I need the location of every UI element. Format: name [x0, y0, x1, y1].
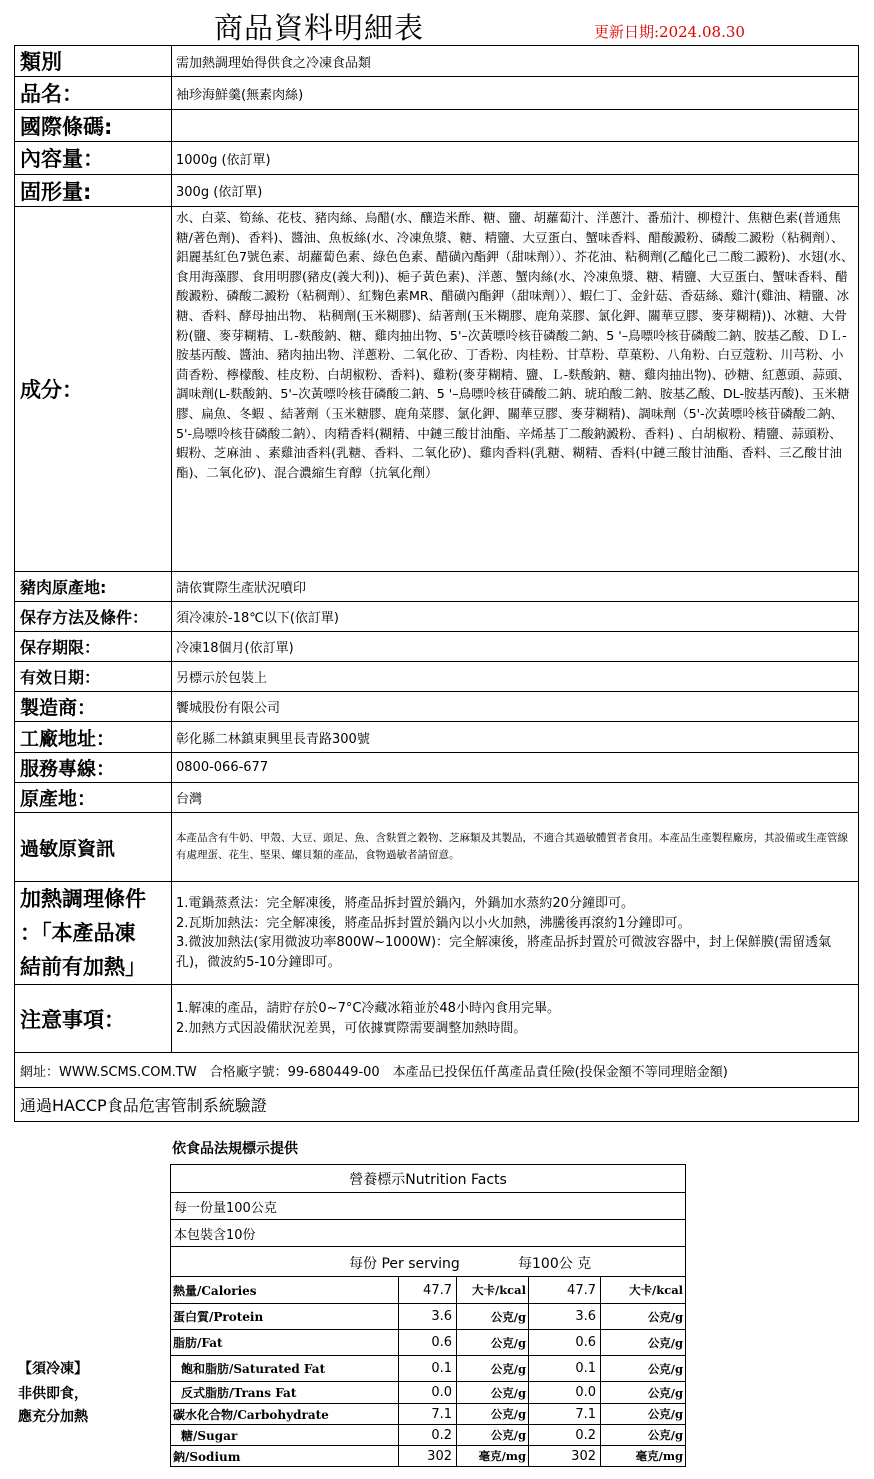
notes-line: 2.加熱方式因設備狀況差異，可依據實際需要調整加熱時間。 [176, 1020, 527, 1036]
heating-label-line: ：「本產品凍 [20, 921, 136, 945]
nutrition-row [171, 1330, 686, 1356]
nutrient-name: 糖/Sugar [171, 1425, 399, 1446]
shelf-life-value: 冷凍18個月(依訂單) [172, 632, 859, 662]
value-per-100g: 7.1 [529, 1404, 601, 1425]
row-haccp [15, 1088, 859, 1122]
nutrition-row [171, 1425, 686, 1446]
unit-per-100g: 公克/g [601, 1304, 686, 1330]
row-barcode [15, 110, 859, 142]
value-per-serving: 7.1 [399, 1404, 457, 1425]
service-line-label: 服務專線： [15, 753, 172, 783]
product-name-label: 品名： [15, 77, 172, 110]
net-content-label: 內容量： [15, 142, 172, 175]
unit-per-100g: 公克/g [601, 1404, 686, 1425]
value-per-100g: 0.6 [529, 1330, 601, 1356]
value-per-serving: 0.6 [399, 1330, 457, 1356]
value-per-serving: 0.1 [399, 1356, 457, 1382]
nutrient-name: 熱量/Calories [171, 1277, 399, 1304]
nutrition-title-row [171, 1165, 686, 1193]
serving-size: 每一份量100公克 [171, 1193, 686, 1220]
nutrient-name: 飽和脂肪/Saturated Fat [171, 1356, 399, 1382]
heating-line: 3.微波加熱法(家用微波功率800W~1000W)：完全解凍後，將產品拆封置於可微波容器中，封上保鮮膜(需留透氣孔)，微波約5-10分鐘即可。 [176, 935, 832, 970]
value-per-serving: 47.7 [399, 1277, 457, 1304]
category-value: 需加熱調理始得供食之冷凍食品類 [172, 46, 859, 77]
storage-value: 須冷凍於-18℃以下(依訂單) [172, 602, 859, 632]
pork-origin-value: 請依實際生產狀況噴印 [172, 572, 859, 602]
manufacturer-label: 製造商： [15, 692, 172, 722]
allergen-label: 過敏原資訊 [15, 813, 172, 882]
heating-label [15, 882, 172, 985]
unit-per-serving: 公克/g [457, 1304, 529, 1330]
servings-per-package: 本包裝含10份 [171, 1220, 686, 1247]
nutrition-title: 營養標示Nutrition Facts [171, 1165, 686, 1193]
side-note-heat: 應充分加熱 [18, 1409, 88, 1425]
page-title: 商品資料明細表 [214, 11, 425, 45]
notes-line: 1.解凍的產品，請貯存於0~7°C冷藏冰箱並於48小時內食用完畢。 [176, 1001, 560, 1016]
serving-size-row [171, 1193, 686, 1220]
nutrition-row [171, 1304, 686, 1330]
value-per-100g: 0.1 [529, 1356, 601, 1382]
product-info-table [14, 45, 859, 1122]
servings-row [171, 1220, 686, 1247]
heating-label-line: 加熱調理條件 [20, 887, 146, 911]
unit-per-serving: 大卡/kcal [457, 1277, 529, 1304]
pork-origin-label: 豬肉原產地: [15, 572, 172, 602]
unit-per-serving: 公克/g [457, 1425, 529, 1446]
unit-per-100g: 公克/g [601, 1382, 686, 1404]
row-service-line [15, 753, 859, 783]
nutrient-name: 鈉/Sodium [171, 1446, 399, 1467]
nutrition-row [171, 1277, 686, 1304]
nutrition-row [171, 1356, 686, 1382]
col-per-100g: 每100公 克 [518, 1256, 592, 1272]
notes-label: 注意事項： [15, 985, 172, 1053]
value-per-100g: 0.2 [529, 1425, 601, 1446]
law-note: 依食品法規標示提供 [172, 1141, 298, 1157]
unit-per-100g: 大卡/kcal [601, 1277, 686, 1304]
service-line-value: 0800-066-677 [172, 753, 859, 783]
product-name-value: 袖珍海鮮羹(無素肉絲) [172, 77, 859, 110]
solid-content-label: 固形量: [15, 175, 172, 207]
expiry-value: 另標示於包裝上 [172, 662, 859, 692]
nutrition-row [171, 1404, 686, 1425]
row-storage [15, 602, 859, 632]
shelf-life-label: 保存期限： [15, 632, 172, 662]
row-origin [15, 783, 859, 813]
row-shelf-life [15, 632, 859, 662]
unit-per-serving: 公克/g [457, 1330, 529, 1356]
row-heating [15, 882, 859, 985]
row-product-name [15, 77, 859, 110]
storage-label: 保存方法及條件： [15, 602, 172, 632]
row-notes [15, 985, 859, 1053]
solid-content-value: 300g (依訂單) [172, 175, 859, 207]
row-factory-address [15, 722, 859, 753]
row-category [15, 46, 859, 77]
side-note-not-ready: 非供即食， [18, 1386, 88, 1402]
heating-label-line: 結前有加熱」 [20, 955, 146, 979]
row-pork-origin [15, 572, 859, 602]
origin-label: 原產地： [15, 783, 172, 813]
allergen-value: 本產品含有牛奶、甲殼、大豆、頭足、魚、含麩質之穀物、芝麻類及其製品，不適合其過敏體質者食用。本產品生產製程廠房，其設備或生產管線有處理蛋、花生、堅果、螺貝類的產品，食物過敏者請留意。 [172, 813, 859, 882]
value-per-100g: 0.0 [529, 1382, 601, 1404]
barcode-value [172, 110, 859, 142]
row-allergen [15, 813, 859, 882]
unit-per-100g: 公克/g [601, 1330, 686, 1356]
heating-line: 1.電鍋蒸煮法：完全解凍後，將產品拆封置於鍋內，外鍋加水蒸約20分鐘即可。 [176, 896, 634, 911]
value-per-serving: 3.6 [399, 1304, 457, 1330]
updated-date: 更新日期:2024.08.30 [594, 23, 745, 41]
unit-per-100g: 毫克/mg [601, 1446, 686, 1467]
ingredients-label: 成分： [15, 207, 172, 572]
value-per-100g: 47.7 [529, 1277, 601, 1304]
value-per-100g: 3.6 [529, 1304, 601, 1330]
unit-per-100g: 公克/g [601, 1356, 686, 1382]
category-label: 類別 [15, 46, 172, 77]
value-per-serving: 0.2 [399, 1425, 457, 1446]
row-expiry [15, 662, 859, 692]
notes-value [172, 985, 859, 1053]
nutrition-facts-table [170, 1164, 686, 1467]
factory-address-label: 工廠地址： [15, 722, 172, 753]
nutrition-rows [171, 1277, 686, 1467]
row-website [15, 1053, 859, 1088]
unit-per-100g: 公克/g [601, 1425, 686, 1446]
row-net-content [15, 142, 859, 175]
column-header-row [171, 1247, 686, 1277]
nutrient-name: 反式脂肪/Trans Fat [171, 1382, 399, 1404]
nutrient-name: 碳水化合物/Carbohydrate [171, 1404, 399, 1425]
manufacturer-value: 饗城股份有限公司 [172, 692, 859, 722]
heating-instructions [172, 882, 859, 985]
value-per-serving: 302 [399, 1446, 457, 1467]
haccp-line: 通過HACCP食品危害管制系統驗證 [15, 1088, 859, 1122]
nutrition-row [171, 1382, 686, 1404]
heating-line: 2.瓦斯加熱法：完全解凍後，將產品拆封置於鍋內以小火加熱，沸騰後再滾約1分鐘即可。 [176, 915, 691, 931]
origin-value: 台灣 [172, 783, 859, 813]
unit-per-serving: 公克/g [457, 1382, 529, 1404]
expiry-label: 有效日期： [15, 662, 172, 692]
value-per-serving: 0.0 [399, 1382, 457, 1404]
side-note-frozen: 【須冷凍】 [18, 1361, 88, 1377]
unit-per-serving: 公克/g [457, 1404, 529, 1425]
col-per-serving: 每份 Per serving [349, 1256, 460, 1272]
row-ingredients [15, 207, 859, 572]
column-headers [171, 1247, 686, 1277]
website-line: 網址：WWW.SCMS.COM.TW 合格廠字號：99-680449-00 本產品已投保伍仟萬產品責任險(投保金額不等同理賠金額) [15, 1053, 859, 1088]
net-content-value: 1000g (依訂單) [172, 142, 859, 175]
barcode-label: 國際條碼: [15, 110, 172, 142]
row-manufacturer [15, 692, 859, 722]
factory-address-value: 彰化縣二林鎮東興里長青路300號 [172, 722, 859, 753]
nutrient-name: 蛋白質/Protein [171, 1304, 399, 1330]
unit-per-serving: 毫克/mg [457, 1446, 529, 1467]
unit-per-serving: 公克/g [457, 1356, 529, 1382]
row-solid-content [15, 175, 859, 207]
value-per-100g: 302 [529, 1446, 601, 1467]
nutrient-name: 脂肪/Fat [171, 1330, 399, 1356]
ingredients-value: 水、白菜、筍絲、花枝、豬肉絲、烏醋(水、釀造米酢、糖、鹽、胡蘿蔔汁、洋蔥汁、番茄汁、柳橙汁、焦糖色素(普通焦糖/著色劑)、香料)、醬油、魚板絲(水、冷凍魚漿、糖、精鹽、大豆蛋白、蟹味香料、醋酸澱粉、磷酸二澱粉（粘稠劑）、鋁麗基紅色7號色素、胡蘿蔔色素、綠色色素、醋磺內酯鉀（甜味劑））、芥花油、粘稠劑(乙醯化己二酸二澱粉)、水翅(水、食用海藻膠、食用明膠(豬皮(義大利))、梔子黃色素)、洋蔥、蟹肉絲(水、冷凍魚漿、糖、精鹽、大豆蛋白、蟹味香料、醋酸澱粉、磷酸二澱粉（粘稠劑）、紅麴色素MR、醋磺內酯鉀（甜味劑））、蝦仁丁、金針菇、香菇絲、雞汁(雞油、精鹽、冰糖、香料、酵母抽出物、 粘稠劑(玉米糊膠)、結著劑(玉米糊膠、鹿角菜膠、氯化鉀、關華豆膠、麥芽糊精))、冰糖、大骨粉(鹽、麥芽糊精、Ｌ-麩酸鈉、糖、雞肉抽出物、5'–次黃嘌呤核苷磷酸二鈉、5 '–鳥嘌呤核苷磷酸二鈉、胺基乙酸、ＤＬ-胺基丙酸、醬油、豬肉抽出物、洋蔥粉、二氧化矽、丁香粉、肉桂粉、甘草粉、草菓粉、八角粉、白豆蔻粉、川芎粉、小茴香粉、檸檬酸、桂皮粉、白胡椒粉、香料)、雞粉(麥芽糊精、鹽、Ｌ-麩酸鈉、糖、雞肉抽出物)、砂糖、紅蔥頭、蒜頭、調味劑(L-麩酸鈉、5'–次黃嘌呤核苷磷酸二鈉、5 '–鳥嘌呤核苷磷酸二鈉、琥珀酸二鈉、胺基乙酸、DL-胺基丙酸)、玉米糖膠、扁魚、冬蝦 、結著劑（玉米糖膠、鹿角菜膠、氯化鉀、關華豆膠、麥芽糊精)、調味劑（5'-次黃嘌呤核苷磷酸二鈉、5'-鳥嘌呤核苷磷酸二鈉）、肉精香料(糊精、中鏈三酸甘油酯、辛烯基丁二酸鈉澱粉、香料) 、白胡椒粉、精鹽、蒜頭粉、蝦粉、芝麻油 、素雞油香料(乳糖、香料、二氧化矽)、雞肉香料(乳糖、糊精、香料(中鏈三酸甘油酯、香料、三乙酸甘油酯)、二氧化矽)、混合濃縮生育醇（抗氧化劑） [172, 207, 859, 572]
nutrition-row [171, 1446, 686, 1467]
